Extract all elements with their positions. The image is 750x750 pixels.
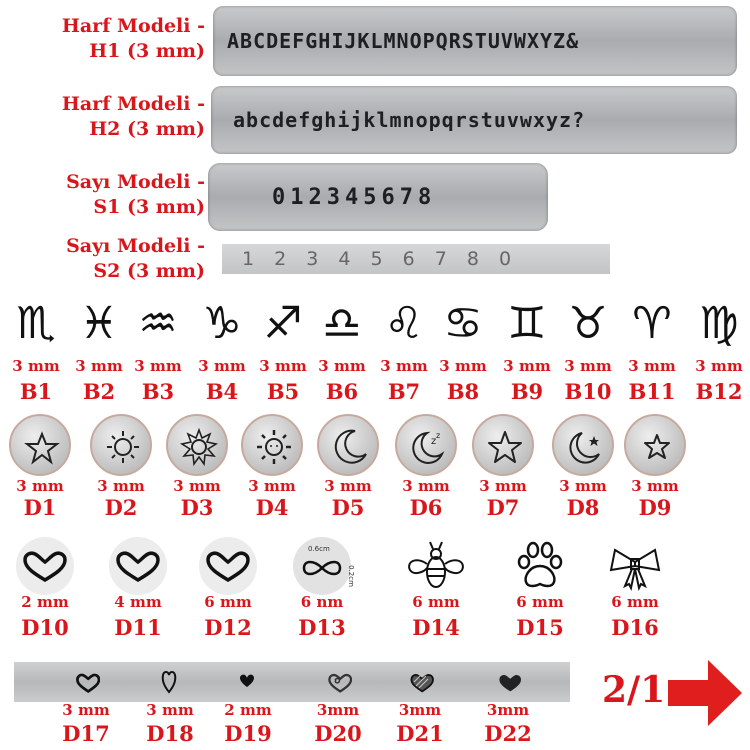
row-label-line2: H1 (3 mm) (89, 40, 205, 62)
model-code: B11 (628, 379, 676, 404)
size-label: 6 mm (412, 593, 460, 611)
next-arrow-icon[interactable] (668, 660, 742, 726)
size-label: 3 mm (318, 357, 366, 375)
sun-rays-icon (168, 416, 230, 478)
heart-solid-icon (494, 668, 522, 694)
heart-icon (15, 536, 75, 596)
size-label: 3 mm (324, 477, 372, 495)
model-code: D17 (62, 721, 110, 746)
virgo-icon: ♍ (699, 298, 739, 349)
taurus-icon: ♉ (568, 298, 608, 349)
model-code: B10 (564, 379, 612, 404)
row-label-line2: H2 (3 mm) (89, 118, 205, 140)
size-label: 3mm (316, 701, 360, 719)
aquarius-icon: ♒ (138, 298, 178, 349)
row-label-line1: Sayı Modeli - (66, 171, 205, 193)
model-code: D8 (566, 495, 600, 520)
size-label: 3mm (486, 701, 530, 719)
row-label-line1: Harf Modeli - (61, 93, 205, 115)
size-label: 3 mm (479, 477, 527, 495)
size-label: 3 mm (631, 477, 679, 495)
stamp-disc (9, 414, 71, 476)
row-label (0, 14, 205, 64)
model-code: D21 (396, 721, 444, 746)
bow-icon (605, 536, 665, 596)
heart-icon (108, 536, 168, 596)
size-label: 3 mm (62, 701, 110, 719)
size-label: 6 mm (516, 593, 564, 611)
size-label: 2 mm (224, 701, 272, 719)
row-label (0, 92, 205, 142)
stamp-disc (395, 414, 457, 476)
stamp-disc (472, 414, 534, 476)
star-outline-icon (474, 416, 536, 478)
paw-icon (510, 536, 570, 596)
model-code: D14 (412, 615, 460, 640)
model-code: B1 (19, 379, 53, 404)
heart-outline-icon (72, 668, 100, 694)
model-code: D11 (114, 615, 162, 640)
size-label: 2 mm (21, 593, 69, 611)
model-code: D22 (484, 721, 532, 746)
model-code: B6 (325, 379, 359, 404)
size-label: 3 mm (695, 357, 743, 375)
star-icon (11, 416, 73, 478)
aries-icon: ♈ (632, 298, 672, 349)
heart-tall-icon (156, 668, 184, 694)
svg-text:z: z (436, 431, 441, 440)
model-code: B2 (82, 379, 116, 404)
size-label: 3 mm (134, 357, 182, 375)
sun-face-icon (243, 416, 305, 478)
libra-icon: ♎ (322, 298, 362, 349)
row-label-line2: S2 (3 mm) (93, 260, 205, 282)
stamp-disc (166, 414, 228, 476)
row-label-line2: S1 (3 mm) (93, 196, 205, 218)
stamp-text: 1 2 3 4 5 6 7 8 0 (242, 248, 519, 270)
model-code: B4 (205, 379, 239, 404)
model-code: B9 (510, 379, 544, 404)
size-label: 3 mm (503, 357, 551, 375)
bee-icon (406, 536, 466, 596)
svg-text:z: z (431, 436, 437, 447)
moon-star-icon (554, 416, 616, 478)
heart-swirl-icon (324, 668, 352, 694)
model-code: D16 (611, 615, 659, 640)
row-label (0, 170, 205, 220)
model-code: D2 (104, 495, 138, 520)
size-label: 3 mm (439, 357, 487, 375)
model-code: D4 (255, 495, 289, 520)
sleeping-moon-icon (397, 416, 459, 478)
sun-icon (92, 416, 154, 478)
gemini-icon: ♊ (507, 298, 547, 349)
size-label: 3 mm (12, 357, 60, 375)
model-code: D1 (23, 495, 57, 520)
size-label: 3 mm (248, 477, 296, 495)
stamp-bar (213, 6, 737, 76)
size-label: 3 mm (173, 477, 221, 495)
model-code: D7 (486, 495, 520, 520)
model-code: B7 (387, 379, 421, 404)
leo-icon: ♌ (384, 298, 424, 349)
size-label: 3 mm (97, 477, 145, 495)
sagittarius-icon: ♐ (263, 298, 303, 349)
star-small-icon (626, 416, 688, 478)
size-label: 3 mm (628, 357, 676, 375)
size-label: 3 mm (564, 357, 612, 375)
size-label: 3 mm (16, 477, 64, 495)
model-code: B3 (141, 379, 175, 404)
size-label: 6 mm (204, 593, 252, 611)
cancer-icon: ♋ (443, 298, 483, 349)
model-code: D15 (516, 615, 564, 640)
model-code: D5 (331, 495, 365, 520)
stamp-bar (211, 86, 737, 154)
capricorn-icon: ♑ (202, 298, 242, 349)
stamp-bar (222, 244, 610, 274)
size-label: 3mm (398, 701, 442, 719)
heart-icon (198, 536, 258, 596)
size-label: 3 mm (259, 357, 307, 375)
model-code: D3 (180, 495, 214, 520)
size-label: 3 mm (380, 357, 428, 375)
stamp-disc (317, 414, 379, 476)
model-code: D6 (409, 495, 443, 520)
stamp-disc (624, 414, 686, 476)
stamp-disc (90, 414, 152, 476)
size-label: 3 mm (402, 477, 450, 495)
size-label: 3 mm (198, 357, 246, 375)
stamp-text: 012345678 (272, 184, 437, 210)
size-label: 3 mm (559, 477, 607, 495)
heart-filled-icon (234, 668, 262, 694)
model-code: B12 (695, 379, 743, 404)
model-code: D13 (298, 615, 346, 640)
model-code: D12 (204, 615, 252, 640)
dimension-height-label: 0.2cm (346, 565, 355, 587)
model-code: D10 (21, 615, 69, 640)
stamp-text: abcdefghijklmnopqrstuvwxyz? (233, 108, 586, 132)
dimension-width-label: 0.6cm (308, 545, 330, 553)
page-indicator: 2/1 (602, 669, 666, 711)
model-code: D19 (224, 721, 272, 746)
pisces-icon: ♓ (79, 298, 119, 349)
stamp-disc (241, 414, 303, 476)
size-label: 3 mm (146, 701, 194, 719)
row-label-line1: Harf Modeli - (61, 15, 205, 37)
model-code: D9 (638, 495, 672, 520)
size-label: 6 mm (611, 593, 659, 611)
heart-striped-icon (406, 668, 434, 694)
stamp-text: ABCDEFGHIJKLMNOPQRSTUVWXYZ& (227, 29, 580, 53)
model-code: D18 (146, 721, 194, 746)
row-label-line1: Sayı Modeli - (66, 235, 205, 257)
model-code: B5 (266, 379, 300, 404)
size-label: 4 mm (114, 593, 162, 611)
scorpio-icon: ♏ (16, 298, 56, 349)
model-code: D20 (314, 721, 362, 746)
model-code: B8 (446, 379, 480, 404)
stamp-disc (552, 414, 614, 476)
stamp-bar (208, 163, 548, 231)
size-label: 3 mm (75, 357, 123, 375)
crescent-moon-icon (319, 416, 381, 478)
row-label (0, 234, 205, 284)
size-label: 6 nm (300, 593, 344, 611)
